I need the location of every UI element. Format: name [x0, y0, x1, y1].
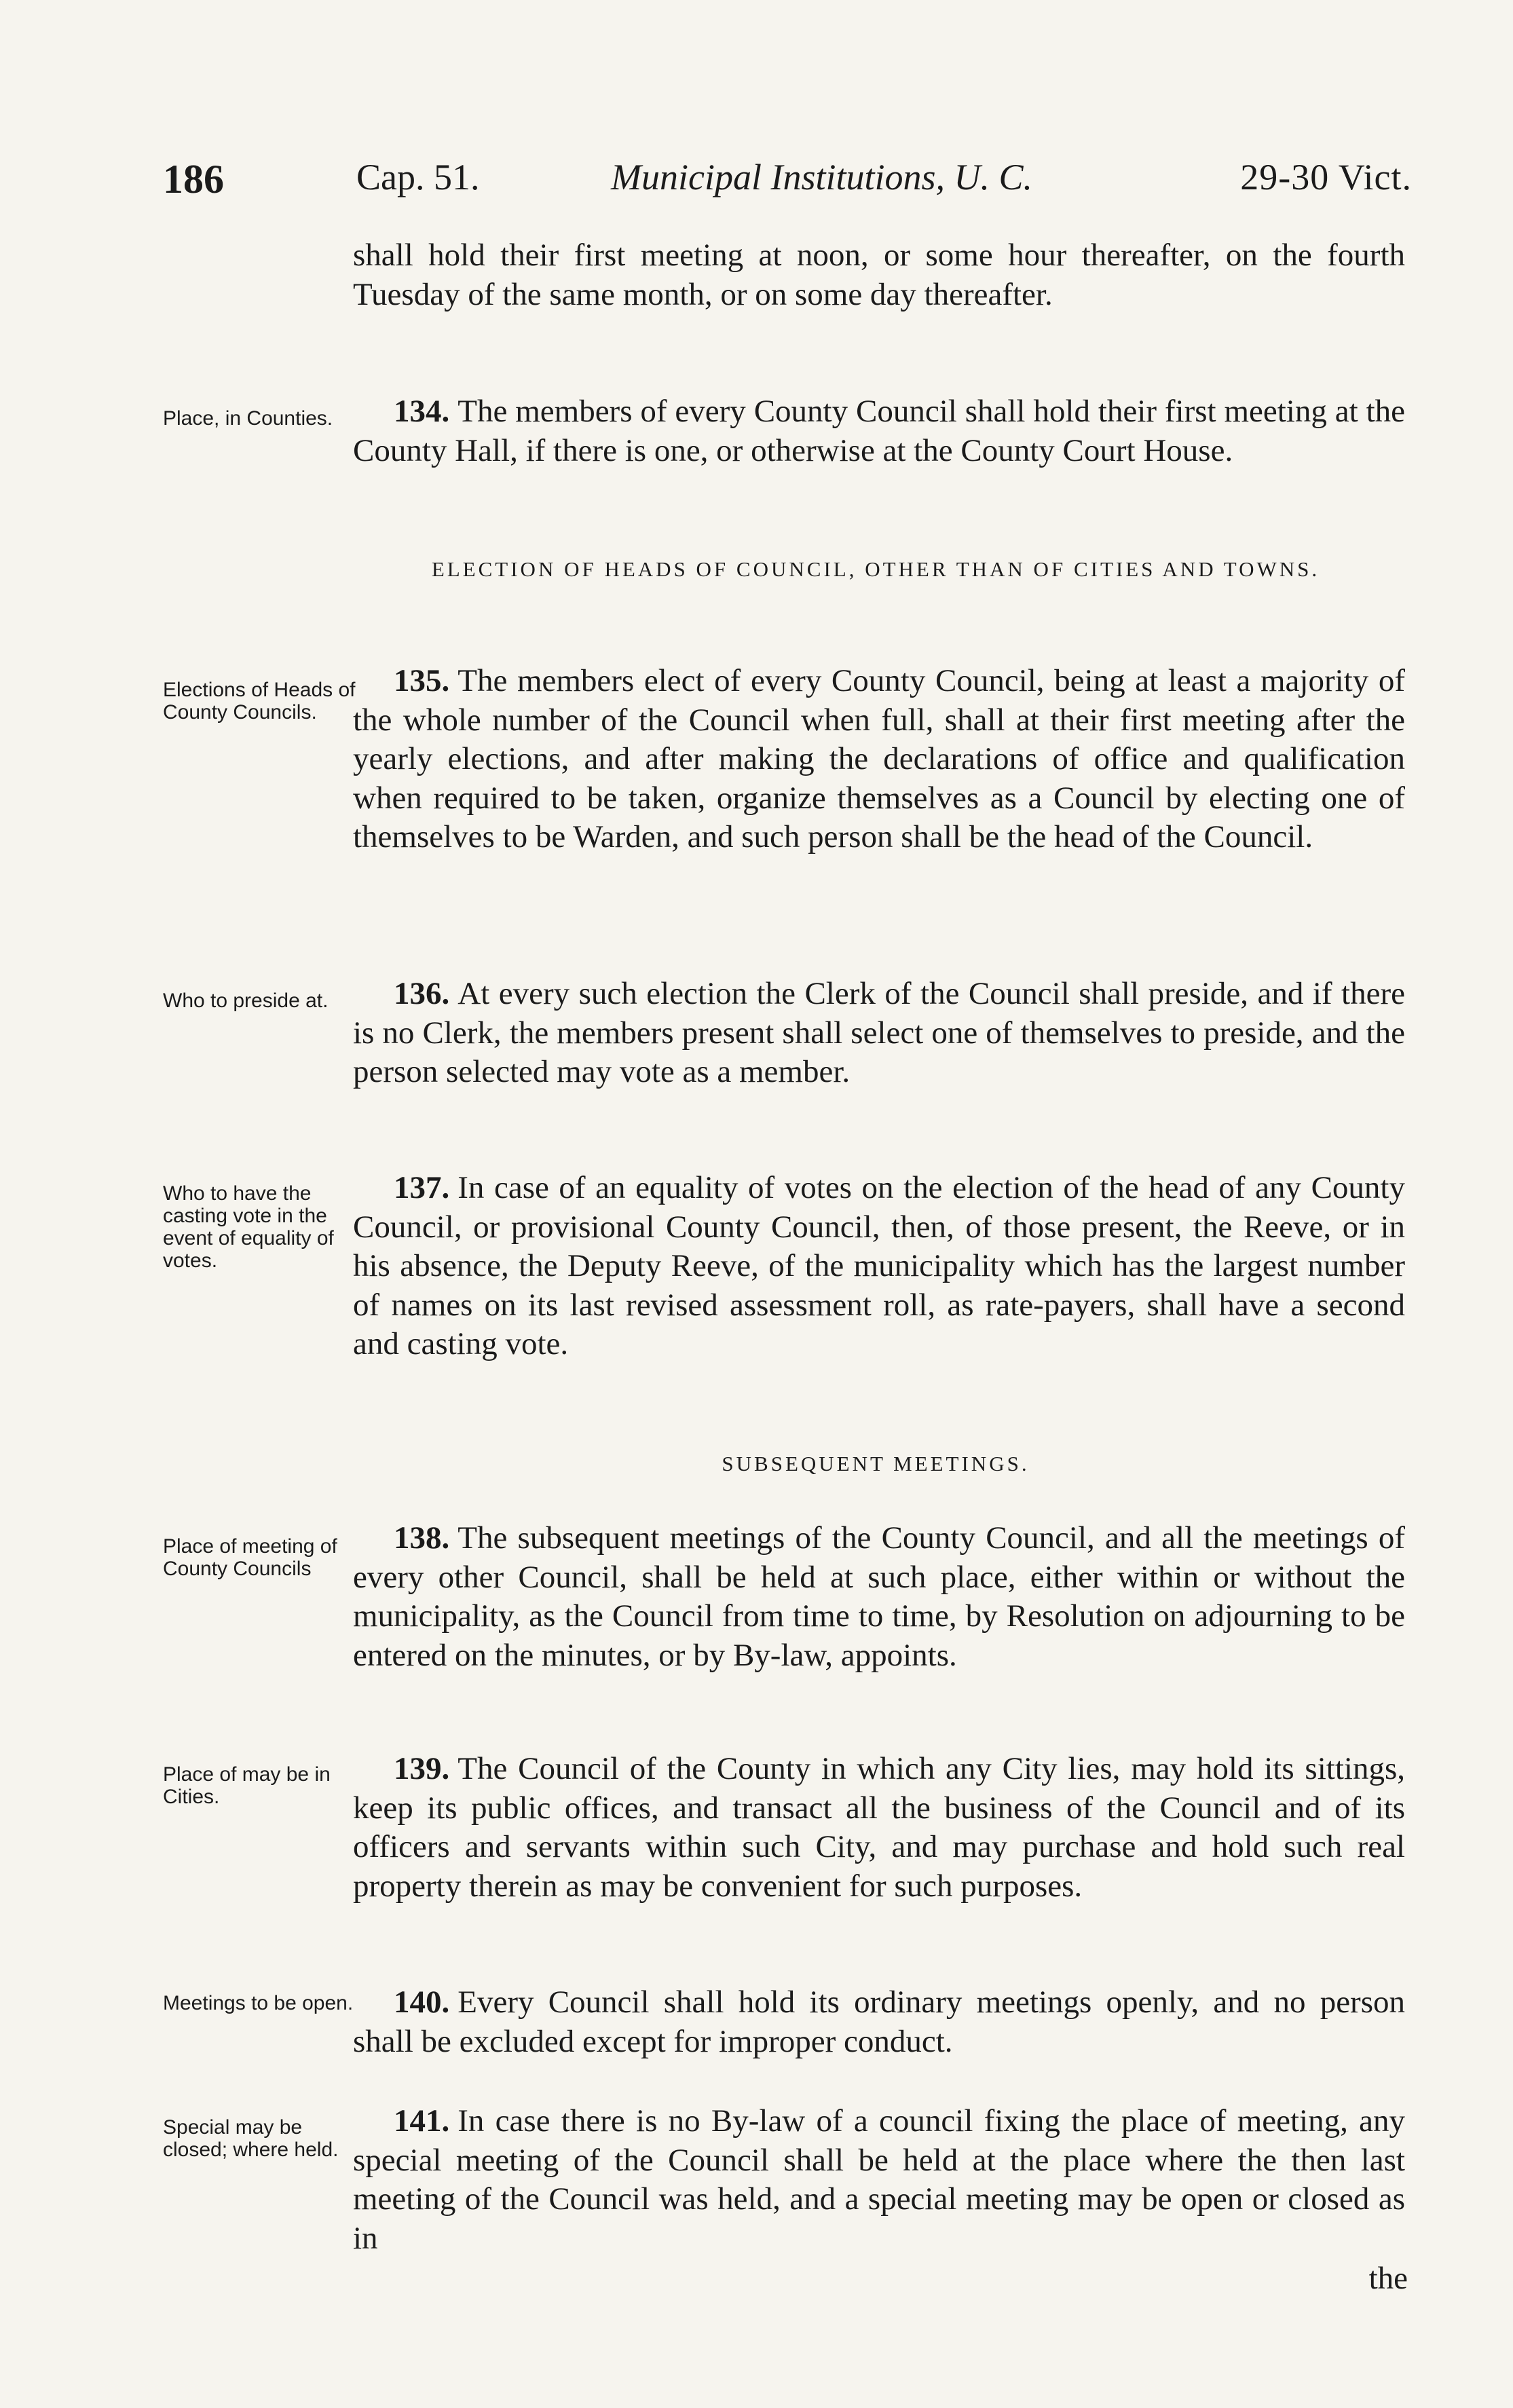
section-number: 141. [394, 2103, 450, 2139]
margin-note-134: Place, in Counties. [163, 407, 333, 430]
section-text: At every such election the Clerk of the Council shall preside, and if there is no Clerk, the members present shall select one of themselves to preside, and the person selected may vote as a member. [353, 976, 1405, 1089]
section-number: 138. [394, 1520, 450, 1556]
page-number: 186 [163, 157, 224, 202]
margin-note-138: Place of meeting of County Councils [163, 1535, 337, 1580]
section-137 [353, 1169, 1405, 1364]
margin-note-137: Who to have the casting vote in the event of equality of votes. [163, 1182, 334, 1272]
margin-note-136: Who to preside at. [163, 990, 329, 1012]
heading-subsequent: SUBSEQUENT MEETINGS. [722, 1452, 1030, 1475]
section-text: Every Council shall hold its ordinary meetings openly, and no person shall be excluded except for improper conduct. [353, 1984, 1405, 2059]
section-text: The Council of the County in which any City lies, may hold its sittings, keep its public offices, and transact all the business of the Council and of its officers and servants within such City, and may purchase and hold such real property therein as may be convenient for such purposes. [353, 1751, 1405, 1904]
section-number: 136. [394, 976, 450, 1011]
margin-note-141: Special may be closed; where held. [163, 2116, 339, 2161]
section-134 [353, 392, 1405, 470]
section-135 [353, 662, 1405, 857]
section-141 [353, 2102, 1405, 2258]
intro-paragraph: shall hold their first meeting at noon, or some hour thereafter, on the fourth Tuesday of the same month, or on some day thereafter. [353, 238, 1405, 312]
section-text: The subsequent meetings of the County Council, and all the meetings of every other Council, shall be held at such place, either within or without the municipality, as the Council from time to time, by Resolution on adjourning to be entered on the minutes, or by By-law, appoints. [353, 1520, 1405, 1673]
section-number: 135. [394, 663, 450, 698]
section-number: 139. [394, 1751, 450, 1786]
regnal-year: 29-30 Vict. [1240, 157, 1412, 197]
page-header [163, 156, 1412, 217]
heading-election: ELECTION OF HEADS OF COUNCIL, OTHER THAN OF CITIES AND TOWNS. [431, 557, 1320, 581]
margin-note-140: Meetings to be open. [163, 1992, 354, 2014]
section-text: The members elect of every County Council, being at least a majority of the whole number of the Council when full, shall at their first meeting after the yearly elections, and after making the declarations of office and qualification when required to be taken, organize themselves as a Council by electing one of themselves to be Warden, and such person shall be the head of the Council. [353, 663, 1405, 854]
section-138 [353, 1519, 1405, 1675]
section-text: The members of every County Council shall hold their first meeting at the County Hall, if there is one, or otherwise at the County Court House. [353, 394, 1405, 468]
section-text: In case there is no By-law of a council fixing the place of meeting, any special meeting of the Council shall be held at the place where the then last meeting of the Council was held, and a special meeting may be open or closed as in [353, 2103, 1405, 2256]
section-140 [353, 1983, 1405, 2061]
chapter-label: Cap. 51. [356, 157, 480, 197]
catchword: the [1368, 2261, 1408, 2296]
section-139 [353, 1750, 1405, 1906]
margin-note-135: Elections of Heads of County Councils. [163, 679, 356, 723]
running-title: Municipal Institutions, U. C. [611, 157, 1032, 197]
section-number: 137. [394, 1170, 450, 1205]
section-text: In case of an equality of votes on the election of the head of any County Council, or provisional County Council, then, of those present, the Reeve, or in his absence, the Deputy Reeve, of the municipality which has the largest number of names on its last revised assessment roll, as rate-payers, shall have a second and casting vote. [353, 1170, 1405, 1361]
margin-note-139: Place of may be in Cities. [163, 1763, 331, 1808]
section-number: 140. [394, 1984, 450, 2020]
section-136 [353, 975, 1405, 1092]
section-number: 134. [394, 394, 450, 429]
